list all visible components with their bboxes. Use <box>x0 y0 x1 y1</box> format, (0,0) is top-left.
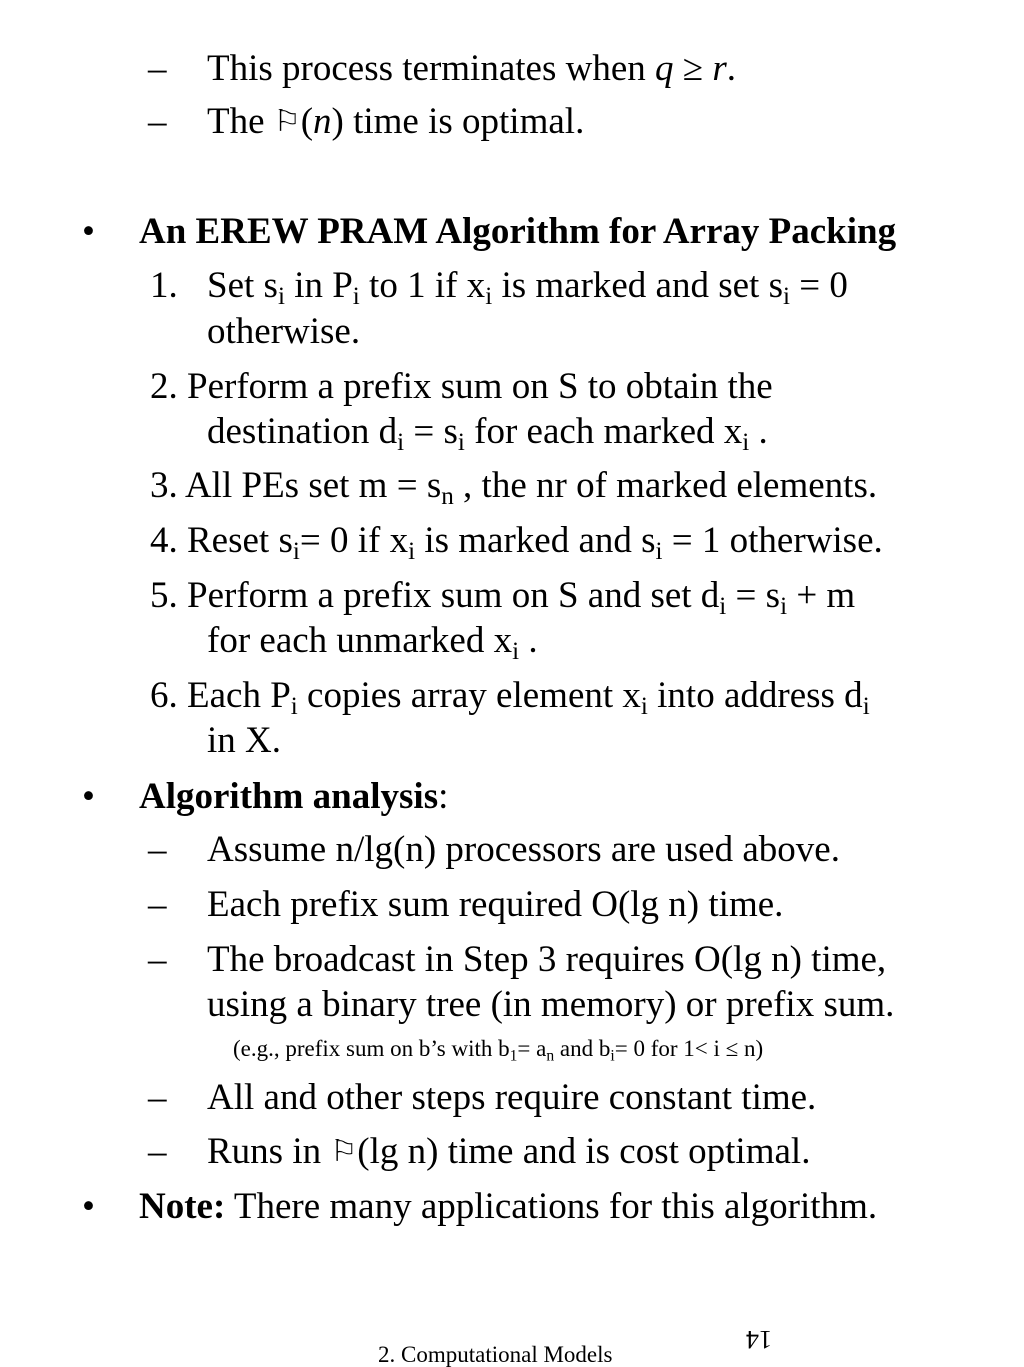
subscript: i <box>352 283 360 311</box>
subscript: i <box>655 538 663 566</box>
analysis-item-broadcast-line-1: The broadcast in Step 3 requires O(lg n) time, <box>207 939 887 980</box>
analysis-item-processors: Assume n/lg(n) processors are used above. <box>207 829 840 870</box>
dash-marker: – <box>148 1131 167 1172</box>
step-6-line-1 <box>150 675 870 721</box>
section-heading-erew: An EREW PRAM Algorithm for Array Packing <box>139 211 897 252</box>
subscript: n <box>441 483 454 511</box>
dash-marker: – <box>148 829 167 870</box>
subscript: i <box>485 283 493 311</box>
text-run: into address d <box>647 675 863 716</box>
text-run: = a <box>517 1036 547 1061</box>
text-run: (e.g., prefix sum on b’s with b <box>233 1036 510 1061</box>
step-5-line-2 <box>207 620 538 666</box>
note-line: Note: There many applications for this algorithm. <box>139 1186 878 1227</box>
subscript: i <box>782 283 790 311</box>
text-run: 3. All PEs set m = s <box>150 465 442 506</box>
dash-marker: – <box>148 48 167 89</box>
analysis-item-broadcast-note <box>233 1036 764 1065</box>
subscript: i <box>742 429 750 457</box>
subscript: n <box>546 1047 555 1065</box>
subscript: i <box>290 693 298 721</box>
footer-title: 2. Computational Models <box>378 1342 613 1367</box>
step-1-line-2 <box>207 313 360 350</box>
step-2-line-2 <box>207 411 768 457</box>
step-6-line-2 <box>207 722 281 759</box>
text-run: 6. Each P <box>150 675 291 716</box>
section-heading-analysis: Algorithm analysis: <box>139 776 449 817</box>
theta-glyph-icon: ⚐ <box>273 104 301 139</box>
subscript: i <box>610 1047 615 1065</box>
text-run: = 1 otherwise. <box>662 520 883 561</box>
subscript: i <box>292 538 300 566</box>
text-run: is marked and set s <box>492 265 783 306</box>
intro-item-terminate: This process terminates when q ≥ r. <box>207 48 736 89</box>
text-run: 5. Perform a prefix sum on S and set d <box>150 575 720 616</box>
text-run: . <box>749 411 768 452</box>
bullet-marker: • <box>82 776 95 817</box>
text-run: + m <box>787 575 856 616</box>
subscript: i <box>457 429 465 457</box>
text-run: to 1 if x <box>359 265 486 306</box>
text-run: in X. <box>207 720 281 761</box>
text-run: = s <box>726 575 781 616</box>
text-run: = 0 <box>789 265 848 306</box>
text-run: , the nr of marked elements. <box>453 465 878 506</box>
subscript: i <box>640 693 648 721</box>
text-run: is marked and s <box>415 520 656 561</box>
text-run: . <box>519 620 538 661</box>
analysis-item-cost-optimal: Runs in ⚐(lg n) time and is cost optimal. <box>207 1131 811 1172</box>
subscript: i <box>512 638 520 666</box>
analysis-item-broadcast-line-2: using a binary tree (in memory) or prefix sum. <box>207 984 895 1025</box>
step-2-line-1 <box>150 368 773 405</box>
text-run: Set s <box>207 265 278 306</box>
text-run: = 0 if x <box>299 520 409 561</box>
text-run: 4. Reset s <box>150 520 293 561</box>
step-1-line-1 <box>207 265 848 311</box>
subscript: i <box>397 429 405 457</box>
text-run: copies array element x <box>297 675 641 716</box>
text-run: for each unmarked x <box>207 620 513 661</box>
intro-item-optimal: The ⚐(n) time is optimal. <box>207 101 585 142</box>
subscript: i <box>408 538 416 566</box>
text-run: and b <box>554 1036 611 1061</box>
dash-marker: – <box>148 939 167 980</box>
page-number: 14 <box>746 1325 772 1354</box>
text-run: for each marked x <box>464 411 743 452</box>
step-5-line-1 <box>150 575 856 621</box>
subscript: i <box>719 593 727 621</box>
subscript: 1 <box>509 1047 518 1065</box>
bullet-marker: • <box>82 211 95 252</box>
dash-marker: – <box>148 1077 167 1118</box>
text-run: destination d <box>207 411 398 452</box>
text-run: = 0 for 1< i ≤ n) <box>614 1036 764 1061</box>
step-3-line-1 <box>150 465 878 511</box>
text-run: otherwise. <box>207 311 361 352</box>
subscript: i <box>780 593 788 621</box>
subscript: i <box>862 693 870 721</box>
step-4-line-1 <box>150 520 883 566</box>
text-run: 2. Perform a prefix sum on S to obtain the <box>150 366 773 407</box>
dash-marker: – <box>148 884 167 925</box>
analysis-item-prefix-sum: Each prefix sum required O(lg n) time. <box>207 884 784 925</box>
theta-glyph-icon: ⚐ <box>330 1134 358 1169</box>
text-run: = s <box>404 411 458 452</box>
dash-marker: – <box>148 101 167 142</box>
text-run: in P <box>284 265 353 306</box>
analysis-item-constant-time: All and other steps require constant time. <box>207 1077 817 1118</box>
bullet-marker: • <box>82 1186 95 1227</box>
step-number: 1. <box>150 265 178 306</box>
subscript: i <box>277 283 285 311</box>
